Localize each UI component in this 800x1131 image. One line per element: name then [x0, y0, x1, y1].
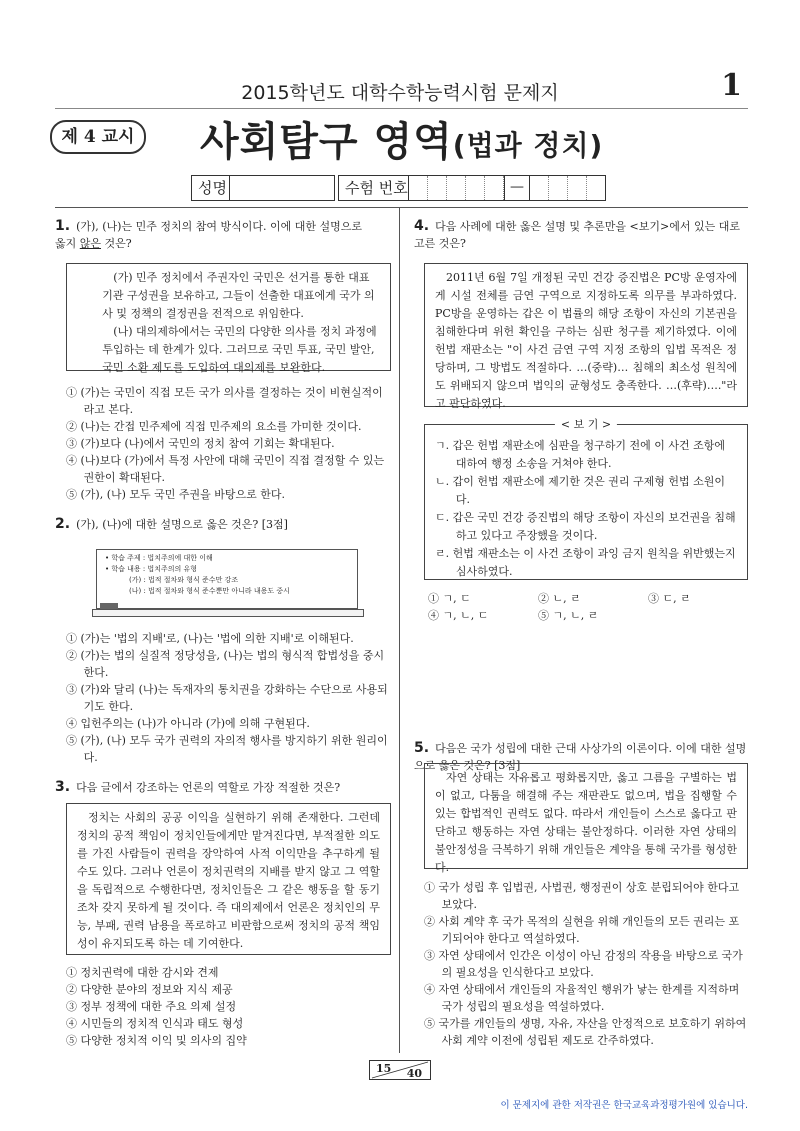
- bogi-item: ㄹ. 헌법 재판소는 이 사건 조항이 과잉 금지 원칙을 위반했는지 심사하였다.: [435, 547, 736, 578]
- bogi-item: ㄴ. 갑이 헌법 재판소에 제기한 것은 권리 구제형 헌법 소원이다.: [435, 475, 725, 506]
- exam-title: 2015학년도 대학수학능력시험 문제지: [241, 82, 559, 104]
- question-2-options: [66, 630, 392, 766]
- board-line: • 학습 주제 : 법치주의에 대한 이해: [105, 554, 213, 562]
- period-badge: 제 4 교시: [50, 120, 146, 154]
- question-1-stem-keyword: 않은: [79, 237, 102, 250]
- answer-option[interactable]: ⑤ (가), (나) 모두 국가 권력의 자의적 행사를 방지하기 위한 원리이다.: [66, 734, 388, 764]
- question-4-stem-text: 다음 사례에 대한 옳은 설명 및 추론만을 <보기>에서 있는 대로 고른 것은?: [414, 220, 740, 250]
- exam-number-digit[interactable]: [447, 176, 466, 200]
- eraser-icon: [100, 603, 118, 609]
- question-1-number: 1.: [55, 218, 71, 234]
- subject-title: [200, 110, 603, 167]
- name-field[interactable]: [229, 175, 335, 201]
- exam-number-dash: —: [504, 176, 529, 200]
- question-3-stem-text: 다음 글에서 강조하는 언론의 역할로 가장 적절한 것은?: [76, 781, 341, 794]
- answer-option[interactable]: ④ (나)보다 (가)에서 특정 사안에 대해 국민이 직접 결정할 수 있는 권한이 확대된다.: [66, 454, 385, 484]
- question-4-passage: [424, 263, 748, 410]
- answer-option[interactable]: ③ 정부 정책에 대한 주요 의제 설정: [66, 1000, 237, 1013]
- exam-number-label: 수험 번호: [338, 175, 415, 201]
- answer-option[interactable]: ① 정치권력에 대한 감시와 견제: [66, 966, 219, 979]
- question-2-stem: [55, 516, 390, 533]
- column-divider: [399, 207, 400, 1053]
- exam-number-digit[interactable]: [485, 176, 504, 200]
- answer-option[interactable]: ① 국가 성립 후 입법권, 사법권, 행정권이 상호 분립되어야 한다고 보았다.: [424, 881, 740, 911]
- exam-number-digit[interactable]: [530, 176, 549, 200]
- question-1-stem-line2-post: 것은?: [101, 237, 132, 250]
- question-5-number: 5.: [414, 740, 430, 756]
- answer-option[interactable]: ① ㄱ, ㄷ: [428, 592, 471, 605]
- answer-option[interactable]: ④ 시민들의 정치적 인식과 태도 형성: [66, 1017, 244, 1030]
- board-line: • 학습 내용 : 법치주의의 유형: [105, 565, 197, 573]
- answer-option[interactable]: ① (가)는 국민이 직접 모든 국가 의사를 결정하는 것이 비현실적이라고 본다.: [66, 386, 383, 416]
- bogi-title: < 보 기 >: [555, 416, 617, 434]
- question-3-options: [66, 964, 392, 1049]
- bogi-item: ㄱ. 갑은 헌법 재판소에 심판을 청구하기 전에 이 사건 조항에 대하여 행정 소송을 거쳐야 한다.: [435, 439, 725, 470]
- exam-number-digit[interactable]: [568, 176, 587, 200]
- question-1-stem-line2-pre: 옳지: [55, 237, 80, 250]
- name-label: 성명: [191, 175, 236, 201]
- passage-text: 2011년 6월 7일 개정된 국민 건강 증진법은 PC방 운영자에게 시설 전체를 금연 구역으로 지정하도록 의무를 부과하였다. PC방을 운영하는 갑은 이 법률의 해당 조항이 자신의 기본권을 침해한다며 위헌 확인을 구하는 심판 청구를 제기하였다. 이에 헌법 재판소는 "이 사건 금연 구역 지정 조항의 입법 목적은 정당하며, 그 방법도 적절하다. …(중략)… 침해의 최소성 원칙에도 위배되지 않으며 법익의 균형성도 충족한다. …(후략)…."라고 판단하였다.: [435, 271, 737, 410]
- exam-number-field[interactable]: [408, 175, 606, 201]
- question-1-options: [66, 384, 392, 503]
- subject-sub: (법과 정치): [452, 129, 604, 162]
- question-1-stem-line1: (가), (나)는 민주 정치의 참여 방식이다. 이에 대한 설명으로: [76, 220, 362, 233]
- answer-option[interactable]: ③ (가)보다 (나)에서 국민의 정치 참여 기회는 확대된다.: [66, 437, 335, 450]
- page-counter-current: 15: [376, 1062, 392, 1075]
- answer-option[interactable]: ③ ㄷ, ㄹ: [648, 592, 691, 605]
- answer-option[interactable]: ① (가)는 '법의 지배'로, (나)는 '법에 의한 지배'로 이해된다.: [66, 632, 354, 645]
- question-4-bogi: [424, 418, 748, 580]
- question-3-stem: [55, 779, 390, 796]
- answer-option[interactable]: ③ (가)와 달리 (나)는 독재자의 통치권을 강화하는 수단으로 사용되기도 한다.: [66, 683, 388, 713]
- page-number: 1: [721, 68, 742, 103]
- board-line: (가) : 법적 절차와 형식 준수만 강조: [129, 576, 239, 584]
- question-4-options: [428, 590, 758, 624]
- question-3-passage: [66, 803, 391, 955]
- page-counter: [369, 1060, 431, 1080]
- question-5-options: [424, 879, 748, 1049]
- page-counter-total: 40: [406, 1067, 422, 1080]
- exam-number-digit[interactable]: [549, 176, 568, 200]
- question-5-passage: [424, 763, 748, 874]
- answer-option[interactable]: ⑤ 다양한 정치적 이익 및 의사의 집약: [66, 1034, 247, 1047]
- exam-number-digit[interactable]: [409, 176, 428, 200]
- copyright-notice: 이 문제지에 관한 저작권은 한국교육과정평가원에 있습니다.: [500, 1100, 748, 1111]
- answer-option[interactable]: ④ ㄱ, ㄴ, ㄷ: [428, 609, 489, 622]
- answer-option[interactable]: ④ 입헌주의는 (나)가 아니라 (가)에 의해 구현된다.: [66, 717, 310, 730]
- question-3-number: 3.: [55, 779, 71, 795]
- subject-main: 사회탐구 영역: [200, 119, 453, 165]
- answer-option[interactable]: ② (나)는 간접 민주제에 직접 민주제의 요소를 가미한 것이다.: [66, 420, 362, 433]
- exam-number-digit[interactable]: [587, 176, 605, 200]
- passage-ga: (가) 민주 정치에서 주권자인 국민은 선거를 통한 대표 기관 구성권을 보유하고, 그들이 선출한 대표에게 국가 의사 및 정책의 결정권을 전적으로 위임한다.: [102, 271, 375, 320]
- content-top-rule: [55, 207, 748, 208]
- answer-option[interactable]: ④ 자연 상태에서 개인들의 자율적인 행위가 낳는 한계를 지적하며 국가 성립의 필요성을 역설하였다.: [424, 983, 740, 1013]
- bogi-item: ㄷ. 갑은 국민 건강 증진법의 해당 조항이 자신의 보건권을 침해하고 있다고 주장했을 것이다.: [435, 511, 736, 542]
- answer-option[interactable]: ⑤ 국가를 개인들의 생명, 자유, 자산을 안정적으로 보호하기 위하여 사회 계약 이전에 성립된 제도로 간주하였다.: [424, 1017, 747, 1047]
- question-4-number: 4.: [414, 218, 430, 234]
- passage-text: 정치는 사회의 공공 이익을 실현하기 위해 존재한다. 그런데 정치의 공적 책임이 정치인들에게만 맡겨진다면, 부적절한 의도를 가진 사람들이 권력을 장악하여 사적 이익만을 추구하게 될 수도 있다. 그러나 언론이 정치권력의 지배를 받지 않고 그 역할을 독립적으로 수행한다면, 정치인들은 그 같은 행동을 할 동기조차 갖지 못하게 될 것이다. 즉 대의제에서 언론은 정치인의 무능, 부패, 권력 남용을 폭로하고 비판함으로써 정치의 공적 책임성이 유지되도록 하는 데 기여한다.: [77, 811, 380, 950]
- answer-option[interactable]: ② 다양한 분야의 정보와 지식 제공: [66, 983, 233, 996]
- header-divider: [55, 108, 748, 109]
- question-5-stem-text: 다음은 국가 성립에 대한 근대 사상가의 이론이다. 이에 대한 설명으로 옳은 것은? [3점]: [414, 742, 747, 772]
- blackboard: [96, 549, 358, 609]
- passage-na: (나) 대의제하에서는 국민의 다양한 의사를 정치 과정에 투입하는 데 한계가 있다. 그러므로 국민 투표, 국민 발안, 국민 소환 제도를 도입하여 대의제를 보완한다.: [102, 325, 377, 374]
- answer-option[interactable]: ⑤ ㄱ, ㄴ, ㄹ: [538, 609, 599, 622]
- answer-option[interactable]: ② 사회 계약 후 국가 목적의 실현을 위해 개인들의 모든 권리는 포기되어야 한다고 역설하였다.: [424, 915, 740, 945]
- answer-option[interactable]: ③ 자연 상태에서 인간은 이성이 아닌 감정의 작용을 바탕으로 국가의 필요성을 인식한다고 보았다.: [424, 949, 743, 979]
- answer-option[interactable]: ② ㄴ, ㄹ: [538, 592, 581, 605]
- question-2-stem-text: (가), (나)에 대한 설명으로 옳은 것은? [3점]: [76, 518, 288, 531]
- answer-option[interactable]: ② (가)는 법의 실질적 정당성을, (나)는 법의 형식적 합법성을 중시한다.: [66, 649, 385, 679]
- exam-number-digit[interactable]: [466, 176, 485, 200]
- blackboard-ledge: [92, 609, 364, 617]
- board-line: (나) : 법적 절차와 형식 준수뿐만 아니라 내용도 중시: [129, 587, 290, 595]
- question-4-stem: [414, 218, 748, 252]
- answer-option[interactable]: ⑤ (가), (나) 모두 국민 주권을 바탕으로 한다.: [66, 488, 286, 501]
- question-1-stem: [55, 218, 390, 252]
- question-2-number: 2.: [55, 516, 71, 532]
- question-1-passage: [66, 263, 391, 374]
- passage-text: 자연 상태는 자유롭고 평화롭지만, 옳고 그름을 구별하는 법이 없고, 다툼을 해결해 주는 재판관도 없으며, 법을 집행할 수 있는 합법적인 권력도 없다. 따라서 개인들이 스스로 옳다고 판단하고 행동하는 자연 상태는 불안정하다. 이러한 자연 상태의 불안정성을 극복하기 위해 개인들은 계약을 통해 국가를 형성한다.: [435, 771, 737, 874]
- exam-number-digit[interactable]: [428, 176, 447, 200]
